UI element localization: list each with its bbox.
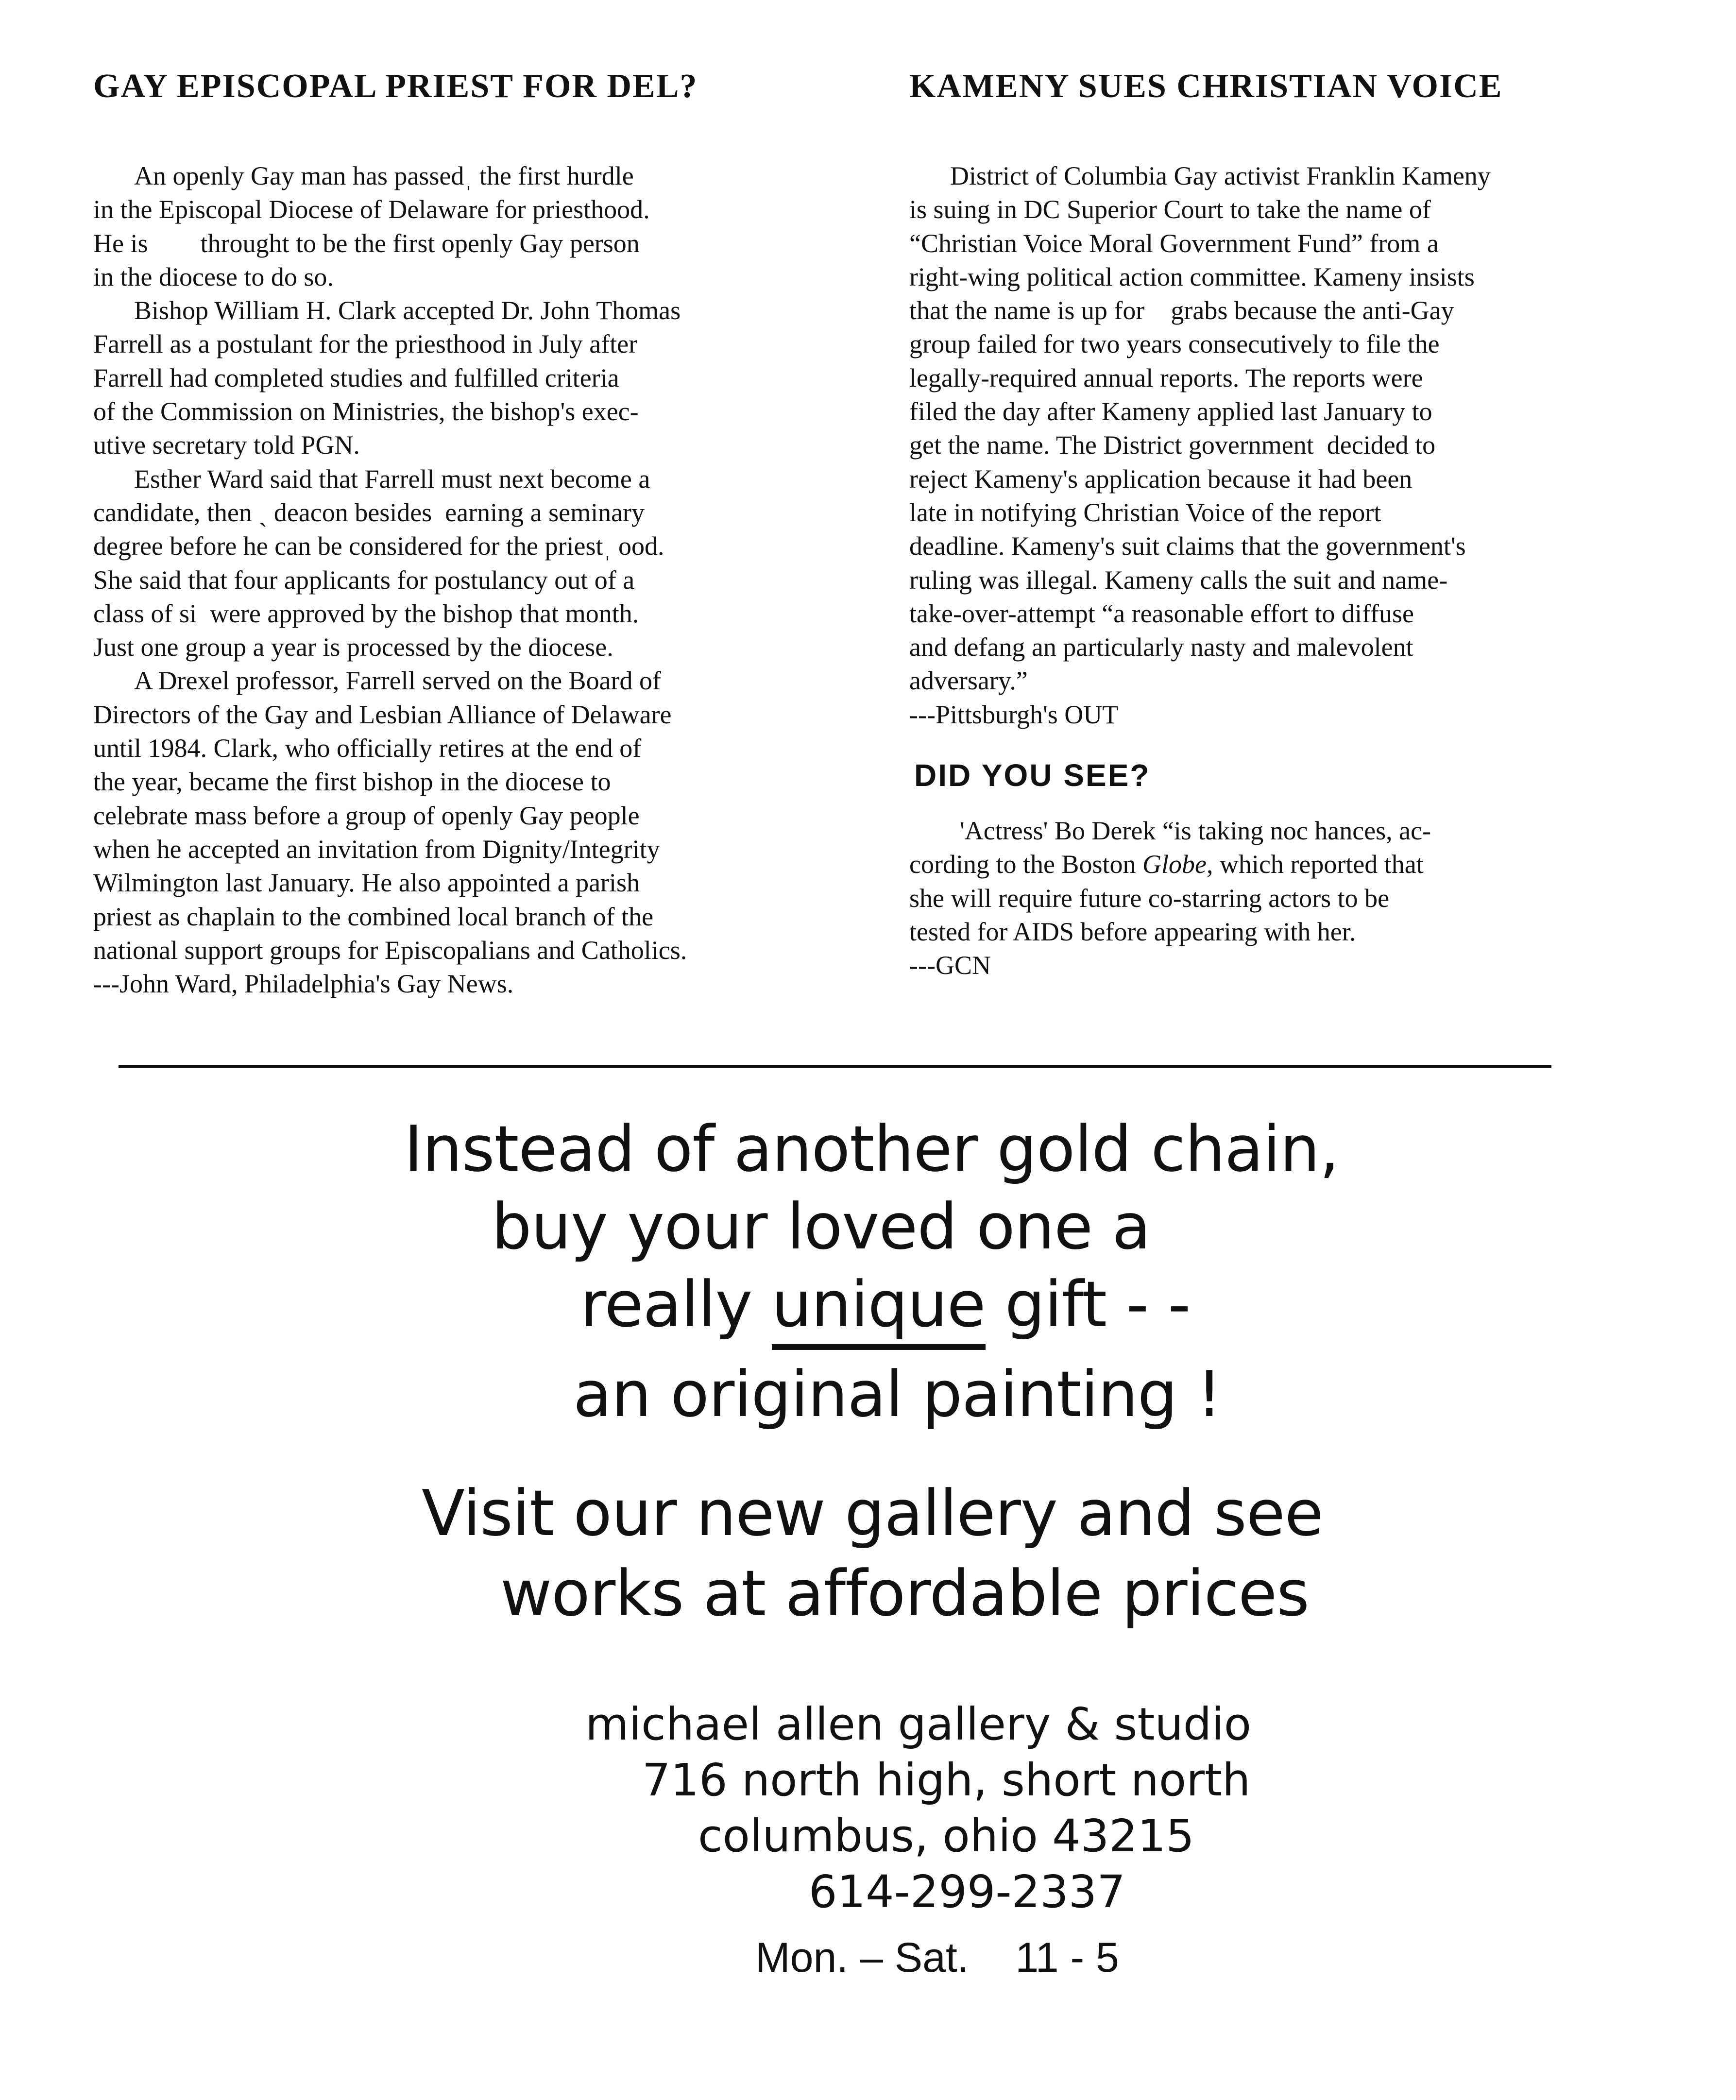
left-article [93, 62, 880, 1001]
text-line: group failed for two years consecutively to file the [909, 329, 1440, 359]
right-article-headline: KAMENY SUES CHRISTIAN VOICE [909, 68, 1503, 105]
text-line: until 1984. Clark, who officially retires at the end of [93, 734, 642, 763]
ad-line: works at affordable prices [500, 1556, 1309, 1630]
text-line: ruling was illegal. Kameny calls the suit and name- [909, 565, 1448, 595]
brief-body [909, 814, 1648, 982]
text-line: is suing in DC Superior Court to take the name of [909, 195, 1431, 224]
text-line: Just one group a year is processed by the diocese. [93, 632, 613, 662]
text-line: Esther Ward said that Farrell must next become a [134, 464, 650, 494]
text-line: She said that four applicants for postulancy out of a [93, 565, 635, 595]
text-fragment: , which reported that [1206, 850, 1424, 879]
text-line: reject Kameny's application because it had been [909, 464, 1413, 494]
text-line: utive secretary told PGN. [93, 430, 360, 460]
article-credit: ---John Ward, Philadelphia's Gay News. [93, 969, 514, 999]
text-line [909, 848, 1648, 881]
text-line: Farrell as a postulant for the priesthood in July after [93, 329, 638, 359]
ad-line: Instead of another gold chain, [404, 1112, 1339, 1186]
text-line: degree before he can be considered for the priestˌ ood. [93, 531, 664, 561]
text-line: right-wing political action committee. Kameny insists [909, 262, 1475, 291]
text-line: the year, became the first bishop in the diocese to [93, 767, 611, 797]
publication-name: Globe [1142, 850, 1207, 879]
text-fragment: cording to the Boston [909, 850, 1142, 879]
gallery-phone: 614-299-2337 [809, 1866, 1125, 1918]
ad-line: buy your loved one a [492, 1190, 1151, 1263]
text-line: and defang an particularly nasty and malevolent [909, 632, 1413, 662]
text-line: when he accepted an invitation from Dignity/Integrity [93, 834, 660, 864]
text-line: national support groups for Episcopalians and Catholics. [93, 935, 687, 965]
text-line: He is throught to be the first openly Gay person [93, 228, 640, 258]
text-fragment: gift - - [985, 1267, 1191, 1341]
gallery-name: michael allen gallery & studio [585, 1698, 1252, 1750]
text-line: An openly Gay man has passedˌ the first hurdle [134, 161, 634, 190]
text-line: A Drexel professor, Farrell served on the Board of [134, 666, 662, 696]
text-line: in the diocese to do so. [93, 262, 334, 291]
text-line: celebrate mass before a group of openly Gay people [93, 801, 640, 830]
text-line: class of si were approved by the bishop that month. [93, 598, 639, 628]
text-line: Farrell had completed studies and fulfilled criteria [93, 363, 619, 393]
text-fragment: really [580, 1267, 772, 1341]
text-line: legally-required annual reports. The reports were [909, 363, 1423, 393]
text-line: candidate, then ˎ deacon besides earning a seminary [93, 497, 645, 527]
text-line: that the name is up for grabs because the anti-Gay [909, 296, 1454, 325]
article-credit: ---GCN [909, 951, 991, 980]
text-line: tested for AIDS before appearing with her. [909, 917, 1356, 946]
text-line: she will require future co-starring actors to be [909, 883, 1390, 913]
ad-line: an original painting ! [573, 1357, 1222, 1431]
text-line: Wilmington last January. He also appointed a parish [93, 868, 640, 898]
ad-line: Visit our new gallery and see [422, 1476, 1323, 1550]
left-article-headline: GAY EPISCOPAL PRIEST FOR DEL? [93, 68, 698, 105]
gallery-hours: Mon. – Sat. 11 - 5 [755, 1934, 1119, 1981]
text-line: in the Episcopal Diocese of Delaware for priesthood. [93, 195, 650, 224]
text-line: get the name. The District government decided to [909, 430, 1436, 460]
gallery-city: columbus, ohio 43215 [698, 1810, 1194, 1862]
gallery-street-address: 716 north high, short north [642, 1754, 1251, 1806]
right-article-body [909, 159, 1648, 732]
text-line: adversary.” [909, 666, 1028, 696]
text-line: filed the day after Kameny applied last January to [909, 397, 1432, 427]
text-line: 'Actress' Bo Derek “is taking noc hances, ac- [960, 816, 1431, 846]
ad-line [580, 1268, 1190, 1341]
brief-headline: DID YOU SEE? [914, 758, 1151, 793]
emphasized-word: unique [772, 1267, 986, 1350]
text-line: Directors of the Gay and Lesbian Alliance of Delaware [93, 700, 672, 729]
text-line: late in notifying Christian Voice of the report [909, 497, 1381, 527]
text-line: take-over-attempt “a reasonable effort to diffuse [909, 598, 1414, 628]
text-line: priest as chaplain to the combined local branch of the [93, 902, 654, 931]
text-line: District of Columbia Gay activist Franklin Kameny [950, 161, 1491, 190]
text-line: of the Commission on Ministries, the bishop's exec- [93, 397, 639, 427]
text-line: Bishop William H. Clark accepted Dr. John Thomas [134, 296, 681, 325]
left-article-body [93, 159, 880, 1001]
article-credit: ---Pittsburgh's OUT [909, 700, 1119, 729]
text-line: deadline. Kameny's suit claims that the government's [909, 531, 1466, 561]
horizontal-divider [119, 1065, 1551, 1068]
right-article [909, 62, 1648, 983]
text-line: “Christian Voice Moral Government Fund” from a [909, 228, 1439, 258]
